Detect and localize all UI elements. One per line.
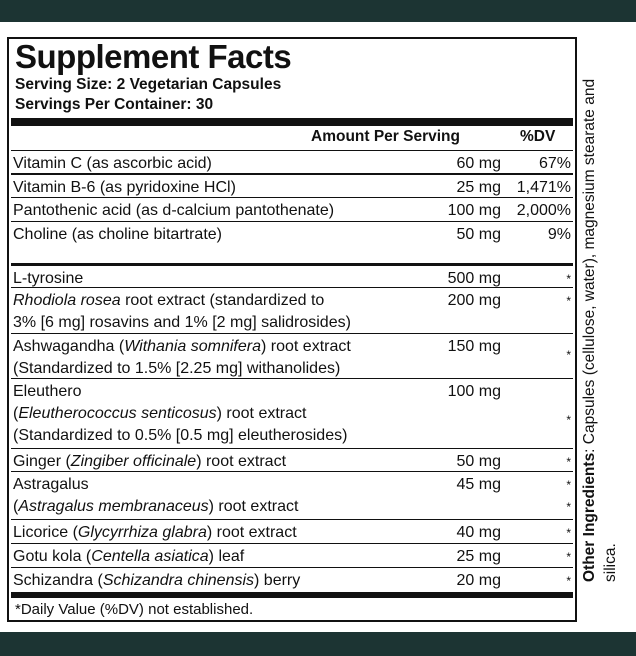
ingredient-name: Vitamin B-6 (as pyridoxine HCl) (13, 179, 236, 196)
ingredient-amount: 500 mg (447, 270, 501, 287)
other-ingredients (579, 62, 621, 582)
bottom-frame-bar (0, 632, 636, 656)
servings-per-container: Servings Per Container: 30 (15, 96, 214, 113)
ingredient-name: Choline (as choline bitartrate) (13, 226, 222, 243)
ingredient-amount: 45 mg (456, 476, 501, 493)
latin-name: Astragalus membranaceus (18, 498, 209, 515)
header-dv: %DV (520, 128, 556, 145)
ingredient-amount: 40 mg (456, 524, 501, 541)
ingredient-name (13, 336, 421, 380)
ingredient-detail: ) leaf (208, 548, 245, 565)
table-row (11, 449, 573, 472)
ingredient-name: Pantothenic acid (as d-calcium pantothenate) (13, 202, 335, 219)
divider-thick (11, 592, 573, 598)
table-row (11, 379, 573, 449)
table-row (11, 288, 573, 334)
ingredient-dv: * (566, 272, 571, 286)
ingredient-dv: * (566, 500, 571, 514)
table-row (11, 175, 573, 198)
table-row (11, 198, 573, 222)
ingredient-dv: 67% (538, 155, 571, 172)
table-row (11, 334, 573, 379)
ingredient-dv: * (566, 348, 571, 362)
table-row (11, 544, 573, 568)
ingredient-amount: 25 mg (456, 179, 501, 196)
ingredient-name (13, 290, 421, 334)
ingredient-detail: ) root extract (Standardized to 0.5% [0.5 mg] eleutherosides) (13, 405, 348, 444)
ingredient-dv: 1,471% (516, 179, 571, 196)
ingredient-dv: * (566, 478, 571, 492)
panel-title: Supplement Facts (15, 38, 292, 75)
latin-name: Centella asiatica (91, 548, 209, 565)
ingredient-name (13, 474, 421, 518)
ingredient-dv: * (566, 574, 571, 588)
ingredient-amount: 60 mg (456, 155, 501, 172)
ingredient-detail: root extract (standardized to 3% [6 mg] rosavins and 1% [2 mg] salidrosides) (13, 292, 351, 331)
latin-name: Glycyrrhiza glabra (77, 524, 207, 541)
latin-name: Schizandra chinensis (102, 572, 255, 589)
ingredient-name: L-tyrosine (13, 270, 84, 287)
ingredient-name (13, 522, 421, 544)
table-row (11, 520, 573, 544)
ingredient-detail: ) root extract (Standardized to 1.5% [2.25 mg] withanolides) (13, 338, 351, 377)
ingredient-detail: ) root extract (208, 498, 299, 515)
ingredient-prefix: Schizandra ( (13, 572, 103, 589)
ingredient-detail: ) root extract (206, 524, 297, 541)
ingredient-amount: 150 mg (447, 338, 501, 355)
ingredient-amount: 100 mg (447, 383, 501, 400)
ingredient-name (13, 381, 421, 447)
ingredient-amount: 50 mg (456, 226, 501, 243)
supplement-facts-panel (7, 37, 577, 622)
ingredient-name (13, 451, 421, 473)
ingredient-dv: * (566, 550, 571, 564)
ingredient-name: Vitamin C (as ascorbic acid) (13, 155, 212, 172)
ingredient-name (13, 546, 421, 568)
latin-name: Withania somnifera (124, 338, 261, 355)
table-row (11, 151, 573, 174)
ingredient-detail: ) root extract (196, 453, 287, 470)
ingredient-amount: 20 mg (456, 572, 501, 589)
other-ingredients-label: Other Ingredients (581, 452, 598, 582)
header-amount: Amount Per Serving (311, 128, 460, 145)
ingredient-prefix: Ashwagandha ( (13, 338, 125, 355)
ingredient-dv: * (566, 526, 571, 540)
ingredient-prefix: Licorice ( (13, 524, 78, 541)
ingredient-prefix: Gotu kola ( (13, 548, 92, 565)
latin-name: Eleutherococcus senticosus (18, 405, 217, 422)
ingredient-prefix: Ginger ( (13, 453, 71, 470)
top-frame-bar (0, 0, 636, 22)
ingredient-dv: 9% (547, 226, 571, 243)
ingredient-amount: 25 mg (456, 548, 501, 565)
footnote: *Daily Value (%DV) not established. (15, 601, 254, 618)
ingredient-amount: 50 mg (456, 453, 501, 470)
ingredient-prefix: Astragalus ( (13, 476, 89, 515)
ingredient-prefix: Eleuthero ( (13, 383, 82, 422)
table-row (11, 568, 573, 592)
ingredient-dv: * (566, 455, 571, 469)
ingredient-name (13, 570, 421, 592)
other-ingredients-text: : Capsules (cellulose, water), magnesium stearate and silica. (581, 78, 619, 582)
ingredient-dv: 2,000% (516, 202, 571, 219)
table-row (11, 222, 573, 263)
latin-name: Rhodiola rosea (13, 292, 121, 309)
table-row (11, 472, 573, 520)
ingredient-amount: 200 mg (447, 292, 501, 309)
serving-size: Serving Size: 2 Vegetarian Capsules (15, 76, 282, 93)
latin-name: Zingiber officinale (70, 453, 197, 470)
ingredient-dv: * (566, 413, 571, 427)
divider-thick (11, 118, 573, 126)
ingredient-detail: ) berry (254, 572, 301, 589)
ingredient-dv: * (566, 294, 571, 308)
ingredient-amount: 100 mg (447, 202, 501, 219)
table-row (11, 266, 573, 288)
